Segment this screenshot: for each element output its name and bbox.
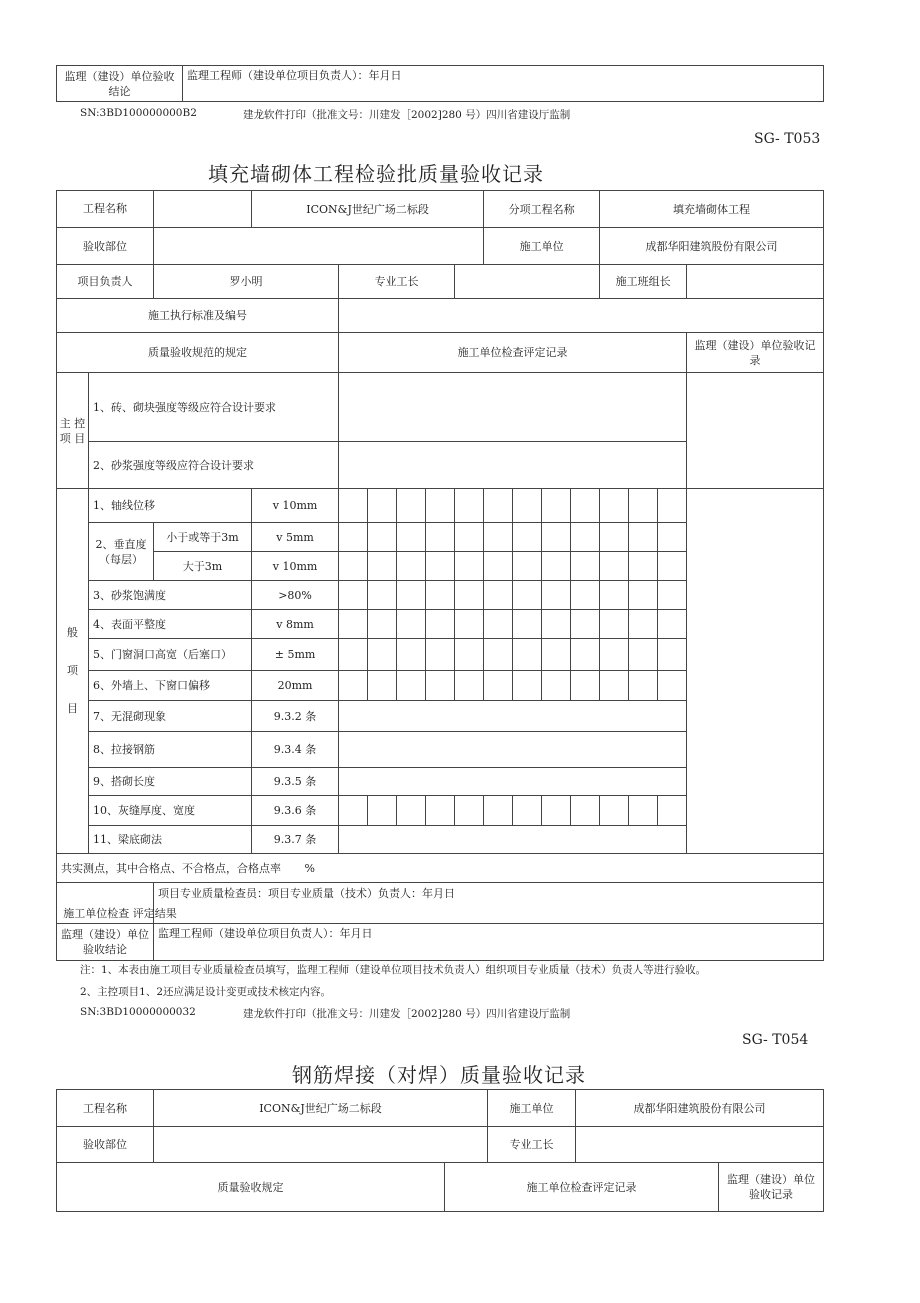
main-item-1: 1、砖、砌块强度等级应符合设计要求 [89,373,339,442]
g5-name: 5、门窗洞口高宽（后塞口） [89,639,252,671]
top-supervisor-label: 监理（建设）单位验收结论 [57,66,183,102]
summary-pct: % [304,861,315,875]
g10-name: 10、灰缝厚度、宽度 [89,796,252,826]
general-label-1: 般 [67,626,78,639]
g9-name: 9、搭砌长度 [89,768,252,796]
g1-value: v 10mm [252,489,339,523]
summary-row [57,854,824,883]
t053-table [56,190,824,961]
part-label: 验收部位 [57,228,154,265]
g2-sub2: 大于3m [154,552,252,581]
t054-part-value [154,1127,488,1163]
t054-part-label: 验收部位 [57,1127,154,1163]
g7-value: 9.3.2 条 [252,701,339,732]
t053-sn: SN:3BD10000000032 [80,1006,196,1018]
main-item-2: 2、砂浆强度等级应符合设计要求 [89,442,339,489]
g6-value: 20mm [252,671,339,701]
contractor-value: 成都华阳建筑股份有限公司 [600,228,824,265]
g8-name: 8、拉接钢筋 [89,732,252,768]
general-label-3: 目 [67,702,78,715]
main-control-label: 主 控 项 目 [57,373,89,489]
sup-text: 监理工程师（建设单位项目负责人）：年月日 [154,924,824,961]
t054-check-header: 施工单位检查评定记录 [445,1163,719,1212]
top-conclusion-table [56,65,824,102]
sub-project-value: 填充墙砌体工程 [600,191,824,228]
g7-name: 7、无混砌现象 [89,701,252,732]
g11-name: 11、梁底砌法 [89,826,252,854]
t054-foreman-label: 专业工长 [488,1127,576,1163]
g9-value: 9.3.5 条 [252,768,339,796]
g10-value: 9.3.6 条 [252,796,339,826]
t054-table [56,1089,824,1212]
sup-label: 监理（建设）单位验收结论 [57,924,154,961]
t054-spec-header: 质量验收规定 [57,1163,445,1212]
g3-value: >80% [252,581,339,610]
g11-value: 9.3.7 条 [252,826,339,854]
g2-val2: v 10mm [252,552,339,581]
project-name-label: 工程名称 [57,191,154,227]
foreman-label: 专业工长 [339,265,455,299]
form-code-t053: SG- T053 [754,131,821,147]
form-code-t054: SG- T054 [742,1032,809,1048]
team-value [687,265,824,299]
part-value [154,228,484,265]
general-label-2: 项 [67,664,78,677]
g4-name: 4、表面平整度 [89,610,252,639]
supervisor-header: 监理（建设）单位验收记录 [687,333,824,373]
t054-contractor-value: 成都华阳建筑股份有限公司 [576,1090,824,1127]
t053-print-note: 建龙软件打印（批准文号：川建发［2002]280 号）四川省建设厅监制 [243,1008,571,1020]
standard-value [339,299,824,333]
top-supervisor-text: 监理工程师（建设单位项目负责人）：年月日 [183,66,824,102]
g2-sub1: 小于或等于3m [154,523,252,552]
sub-project-label: 分项工程名称 [484,191,600,228]
contractor-label: 施工单位 [484,228,600,265]
team-label: 施工班组长 [600,265,687,299]
manager-label: 项目负责人 [57,265,154,299]
eval-text: 项目专业质量检查员：项目专业质量（技术）负责人：年月日 [154,883,824,924]
g5-value: ± 5mm [252,639,339,671]
t054-foreman-value [576,1127,824,1163]
project-name-value: ICON&J世纪广场二标段 [252,191,484,228]
note-1: 注：1、本表由施工项目专业质量检查员填写，监理工程师（建设单位项目技术负责人）组织项目专业质量（技术）负责人等进行验收。 [80,964,707,976]
g2-name: 2、垂直度（每层） [89,523,154,581]
general-items-label [57,489,89,854]
foreman-value [455,265,600,299]
top-sn: SN:3BD100000000B2 [80,107,197,119]
spec-header: 质量验收规范的规定 [57,333,339,373]
note-2: 2、主控项目1、2还应满足设计变更或技术核定内容。 [80,986,332,998]
g6-name: 6、外墙上、下窗口偏移 [89,671,252,701]
manager-value: 罗小明 [154,265,339,299]
check-header: 施工单位检查评定记录 [339,333,687,373]
title-t053: 填充墙砌体工程检验批质量验收记录 [208,162,544,186]
summary-text: 共实测点，其中合格点、不合格点，合格点率 [61,861,281,875]
t054-contractor-label: 施工单位 [488,1090,576,1127]
t054-project-name-value: ICON&J世纪广场二标段 [154,1090,488,1127]
g1-name: 1、轴线位移 [89,489,252,523]
t054-supervisor-header: 监理（建设）单位验收记录 [719,1163,824,1212]
g8-value: 9.3.4 条 [252,732,339,768]
title-t054: 钢筋焊接（对焊）质量验收记录 [292,1063,586,1087]
g4-value: v 8mm [252,610,339,639]
g3-name: 3、砂浆饱满度 [89,581,252,610]
t054-project-name-label: 工程名称 [57,1090,154,1127]
g2-val1: v 5mm [252,523,339,552]
top-print-note: 建龙软件打印（批准文号：川建发［2002]280 号）四川省建设厅监制 [243,109,571,121]
eval-label: 施工单位检查 评定结果 [57,883,154,924]
standard-label: 施工执行标准及编号 [57,299,339,333]
